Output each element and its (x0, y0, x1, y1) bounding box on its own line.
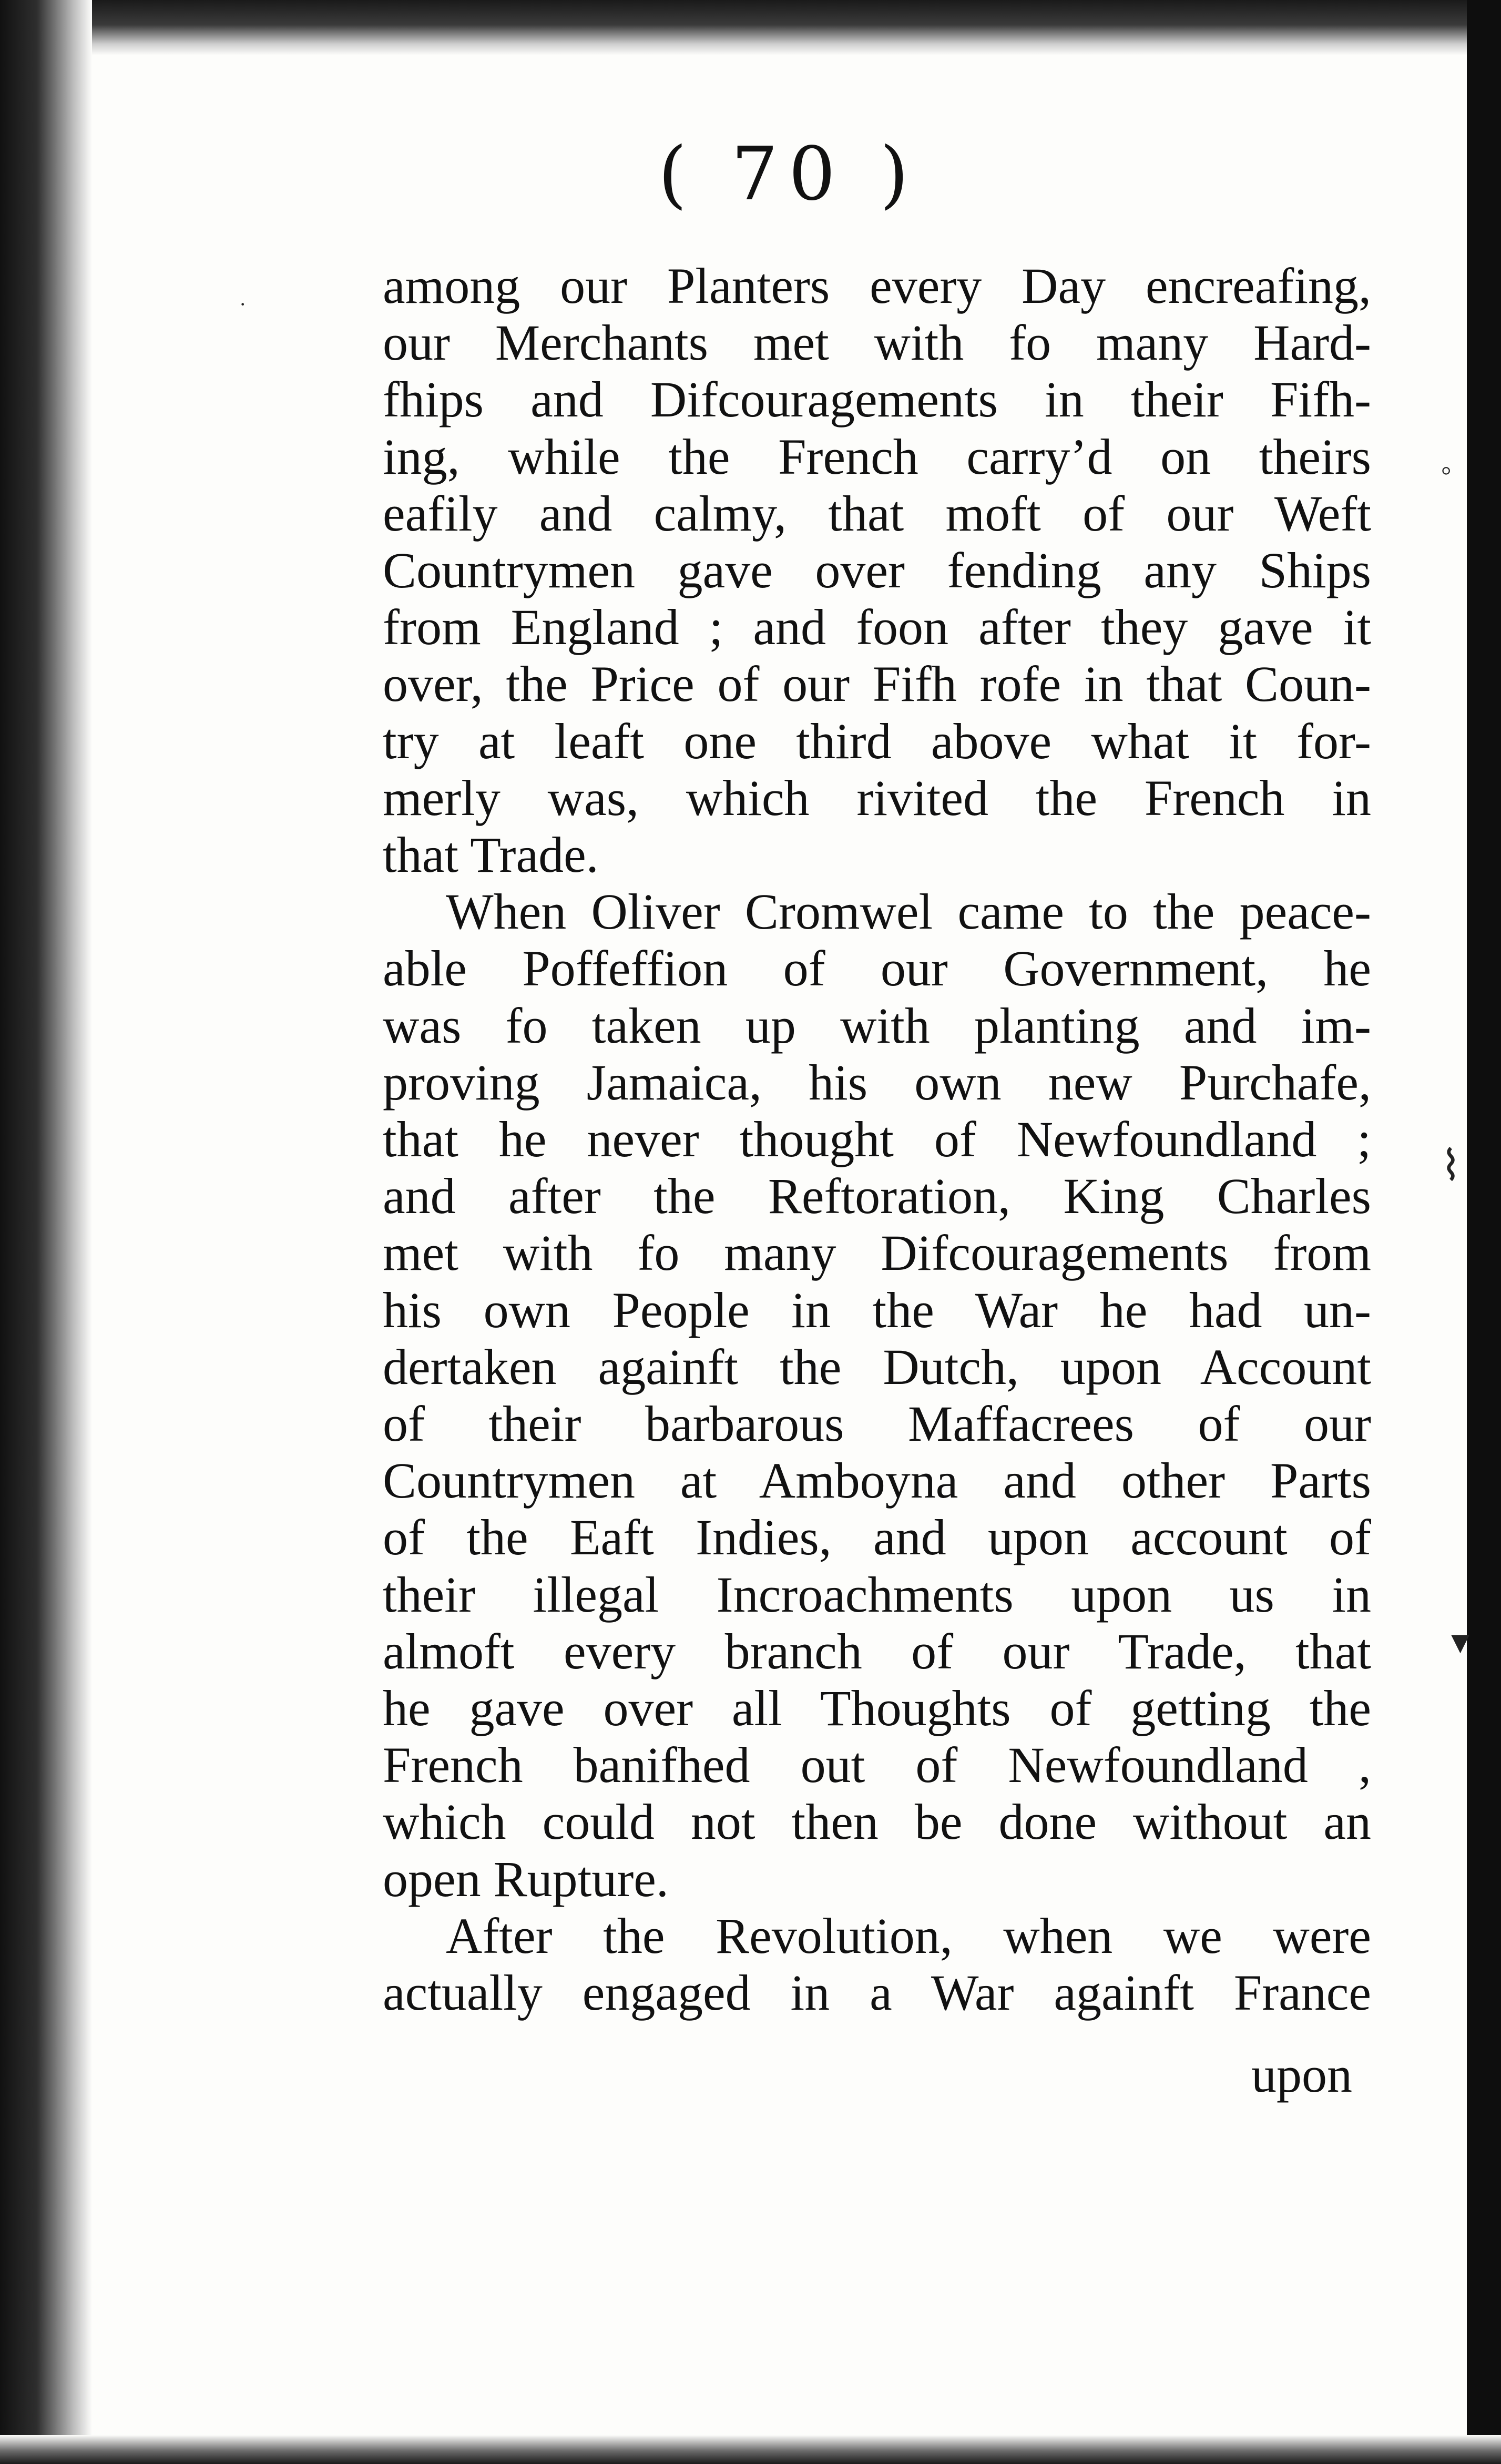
text-line: proving Jamaica, his own new Purchafe, (383, 1054, 1371, 1111)
text-line: After the Revolution, when we were (446, 1907, 1371, 1964)
text-line: which could not then be done without an (383, 1794, 1371, 1850)
page-number: ( 70 ) (658, 131, 920, 217)
text-line: our Merchants met with fo many Hard- (383, 314, 1371, 371)
catchword: upon (1251, 2046, 1352, 2103)
text-line: Countrymen gave over fending any Ships (383, 542, 1371, 599)
text-line: and after the Reftoration, King Charles (383, 1168, 1371, 1225)
scan-edge-right (1467, 0, 1501, 2464)
text-line: their illegal Incroachments upon us in (383, 1566, 1371, 1623)
text-line: that he never thought of Newfoundland ; (383, 1111, 1371, 1168)
paragraph (383, 883, 1371, 1908)
text-line: eafily and calmy, that moft of our Weft (383, 485, 1371, 542)
text-line: from England ; and foon after they gave it (383, 599, 1371, 656)
text-line: was fo taken up with planting and im- (383, 997, 1371, 1054)
text-line: almoft every branch of our Trade, that (383, 1623, 1371, 1679)
text-line: open Rupture. (383, 1850, 669, 1907)
text-line: French banifhed out of Newfoundland , (383, 1737, 1371, 1794)
text-line: actually engaged in a War againft France (383, 1964, 1371, 2021)
margin-speck: ◦ (1441, 453, 1452, 487)
text-line: try at leaft one third above what it for- (383, 712, 1371, 769)
paragraph (383, 258, 1371, 883)
margin-speck: ▾ (1451, 1622, 1470, 1662)
text-line: able Poffeffion of our Government, he (383, 940, 1371, 997)
scan-edge-top (0, 0, 1501, 55)
text-line: his own People in the War he had un- (383, 1281, 1371, 1338)
text-line: over, the Price of our Fifh rofe in that Coun- (383, 656, 1371, 712)
text-line: among our Planters every Day encreafing, (383, 258, 1371, 314)
text-line: merly was, which rivited the French in (383, 769, 1371, 826)
text-line: that Trade. (383, 827, 599, 883)
text-line: When Oliver Cromwel came to the peace- (446, 883, 1371, 940)
text-line: dertaken againft the Dutch, upon Account (383, 1338, 1371, 1395)
text-line: Countrymen at Amboyna and other Parts (383, 1452, 1371, 1509)
margin-speck: ⌇ (1441, 1143, 1462, 1189)
text-line: ing, while the French carry’d on theirs (383, 428, 1371, 485)
scan-edge-bottom (0, 2435, 1501, 2464)
text-line: of their barbarous Maffacrees of our (383, 1396, 1371, 1452)
text-line: fhips and Difcouragements in their Fifh- (383, 371, 1371, 428)
paragraph (383, 1908, 1371, 2021)
text-line: he gave over all Thoughts of getting the (383, 1680, 1371, 1737)
scan-edge-left (0, 0, 92, 2464)
text-line: of the Eaft Indies, and upon account of (383, 1509, 1371, 1566)
body-text (383, 258, 1371, 2021)
margin-speck: · (239, 292, 247, 316)
text-line: met with fo many Difcouragements from (383, 1225, 1371, 1281)
